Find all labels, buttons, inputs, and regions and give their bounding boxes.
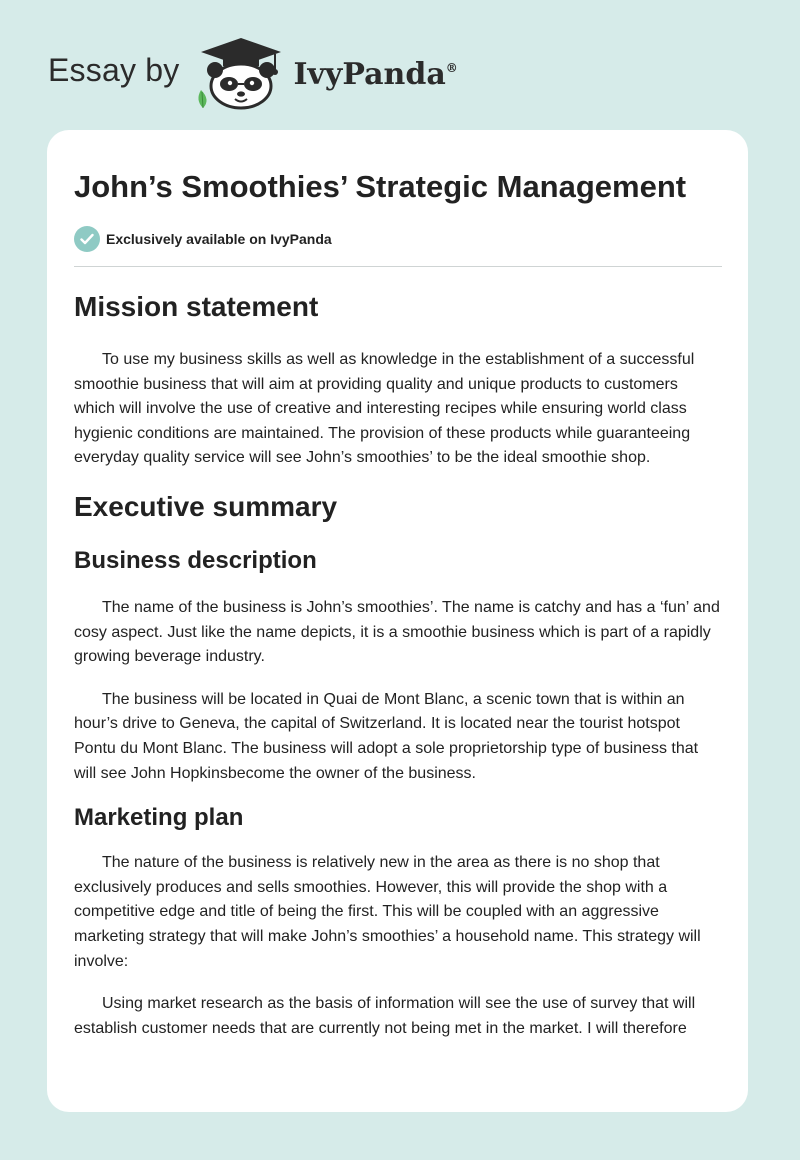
paragraph-mission: To use my business skills as well as knowledge in the establishment of a successful smoothie business that will aim at providing quality and unique products to customers which will involve the use of creative and interesting recipes while ensuring world class hygienic conditions are maintained. The provision of these products while guaranteeing everyday quality service will see John’s smoothies’ to be the ideal smoothie shop. [74,351,695,467]
panda-logo-icon [193,34,289,110]
paragraph-marketing-1: The nature of the business is relatively new in the area as there is no shop that exclusively produces and sells smoothies. However, this will provide the shop with a competitive edge and title of being the first. This will be coupled with an aggressive marketing strategy that will make John’s smoothies’ a household name. This strategy will involve: [74,854,701,970]
check-icon [74,226,100,252]
paragraph-business-2: The business will be located in Quai de Mont Blanc, a scenic town that is within an hour’s drive to Geneva, the capital of Switzerland. It is located near the tourist hotspot Pontu du Mont Blanc. The business will adopt a sole proprietorship type of business that will see John Hopkinsbecome the owner of the business. [74,690,699,782]
exclusive-notice [74,226,722,267]
brand-name: IvyPanda® [293,56,458,92]
essay-title: John’s Smoothies’ Strategic Management [74,169,687,204]
heading-executive-summary: Executive summary [74,490,338,522]
brand-header [48,34,458,110]
heading-business-description: Business description [74,546,317,574]
essay-card [47,130,748,1112]
registered-mark: ® [445,60,458,75]
brand-prefix: Essay by [48,51,180,88]
heading-mission-statement: Mission statement [74,291,319,322]
heading-marketing-plan: Marketing plan [74,804,244,832]
paragraph-marketing-2: Using market research as the basis of information will see the use of survey that will establish customer needs that are currently not being met in the market. I will therefore [74,995,696,1037]
exclusive-text: Exclusively available on IvyPanda [106,231,332,247]
paragraph-business-1: The name of the business is John’s smoothies’. The name is catchy and has a ‘fun’ and cosy aspect. Just like the name depicts, it is a smoothie business which is part of a rapidly growing beverage industry. [74,598,720,666]
